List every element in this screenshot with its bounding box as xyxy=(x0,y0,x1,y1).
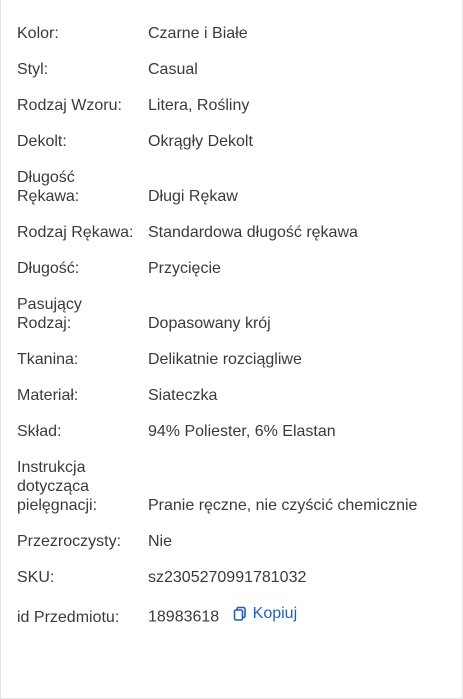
detail-value: Czarne i Białe xyxy=(148,25,248,42)
detail-label: Rodzaj Wzoru: xyxy=(17,97,122,114)
detail-row-kolor xyxy=(17,24,452,43)
detail-label: Skład: xyxy=(17,423,62,440)
detail-value: Przycięcie xyxy=(148,260,221,277)
detail-row-przezroczysty xyxy=(17,532,452,551)
product-details-list xyxy=(17,24,452,644)
detail-value: Casual xyxy=(148,61,198,78)
detail-row-rodzaj-rekawa xyxy=(17,223,452,242)
detail-label: Długość Rękawa: xyxy=(17,169,80,205)
detail-label: Styl: xyxy=(17,61,49,78)
detail-value: Litera, Rośliny xyxy=(148,97,250,114)
detail-value: Długi Rękaw xyxy=(148,188,238,205)
detail-value: Standardowa długość rękawa xyxy=(148,224,358,241)
detail-value: Siateczka xyxy=(148,387,218,404)
detail-row-sklad xyxy=(17,422,452,441)
detail-label: Dekolt: xyxy=(17,133,67,150)
detail-row-rodzaj-wzoru xyxy=(17,96,452,115)
detail-label: Rodzaj Rękawa: xyxy=(17,224,134,241)
detail-label: Pasujący Rodzaj: xyxy=(17,296,82,332)
detail-row-dekolt xyxy=(17,132,452,151)
item-id-value: 18983618 xyxy=(148,608,220,626)
detail-row-dlugosc-rekawa xyxy=(17,168,452,206)
detail-value: Pranie ręczne, nie czyścić chemicznie xyxy=(148,497,418,514)
detail-value: sz2305270991781032 xyxy=(148,569,307,586)
detail-label: Kolor: xyxy=(17,25,59,42)
detail-value-with-copy xyxy=(148,604,452,627)
detail-row-sku xyxy=(17,568,452,587)
detail-row-instrukcja-pielegnacji xyxy=(17,458,452,515)
detail-label: Przezroczysty: xyxy=(17,533,122,550)
copy-icon xyxy=(232,606,248,622)
detail-value: Okrągły Dekolt xyxy=(148,133,253,150)
detail-row-tkanina xyxy=(17,350,452,369)
detail-label: SKU: xyxy=(17,569,55,586)
detail-label: Instrukcja dotycząca pielęgnacji: xyxy=(17,459,98,514)
detail-label: Tkanina: xyxy=(17,351,79,368)
detail-value: 94% Poliester, 6% Elastan xyxy=(148,423,336,440)
detail-value: Nie xyxy=(148,533,173,550)
copy-button[interactable] xyxy=(232,604,297,623)
detail-label: Długość: xyxy=(17,260,80,277)
detail-row-dlugosc xyxy=(17,259,452,278)
copy-label: Kopiuj xyxy=(252,605,298,622)
detail-row-id-przedmiotu xyxy=(17,604,452,627)
detail-label: id Przedmiotu: xyxy=(17,608,120,626)
detail-value: Delikatnie rozciągliwe xyxy=(148,351,302,368)
detail-value: Dopasowany krój xyxy=(148,315,271,332)
detail-row-styl xyxy=(17,60,452,79)
detail-label: Materiał: xyxy=(17,387,79,404)
detail-row-pasujacy-rodzaj xyxy=(17,295,452,333)
detail-row-material xyxy=(17,386,452,405)
